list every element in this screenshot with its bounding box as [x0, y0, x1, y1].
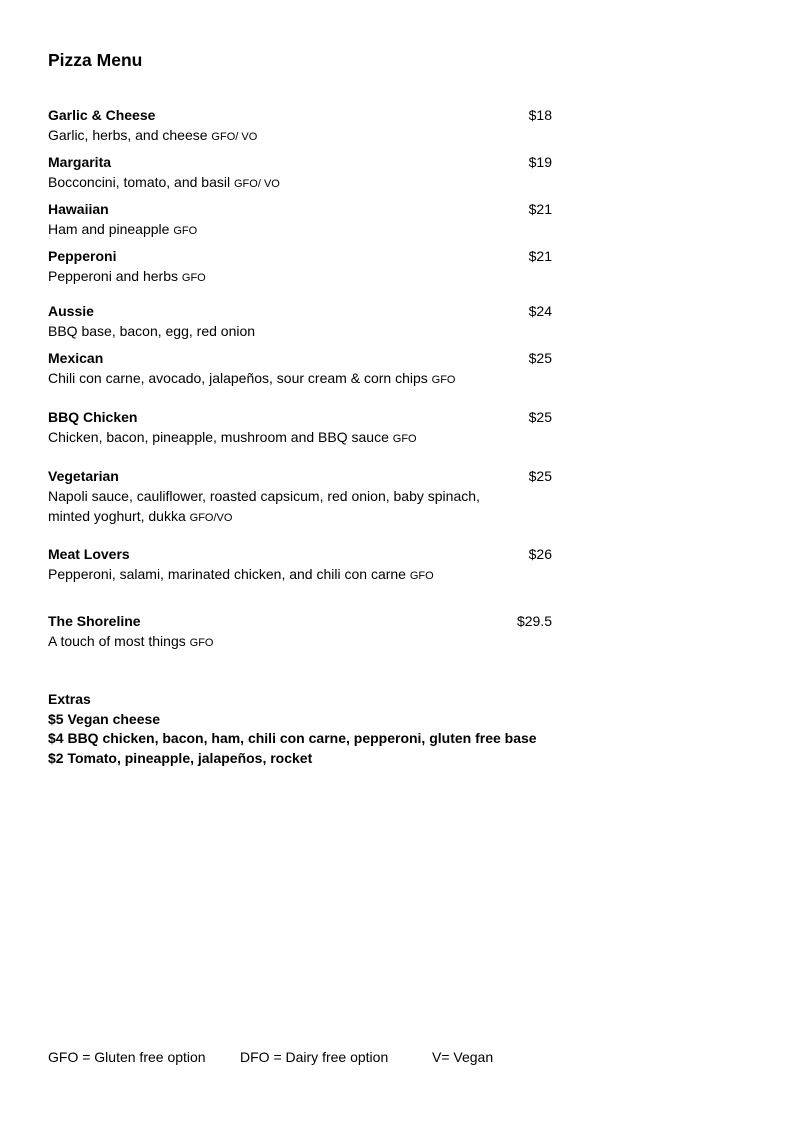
item-name: Pepperoni — [48, 248, 117, 264]
item-name: Aussie — [48, 303, 94, 319]
item-description-text: Pepperoni and herbs — [48, 268, 178, 284]
item-description — [48, 321, 518, 341]
menu-item-hawaiian — [48, 200, 558, 241]
item-price: $24 — [528, 303, 552, 319]
item-diet-tags: GFO — [409, 570, 434, 582]
item-name: Vegetarian — [48, 468, 119, 484]
extras-line: $4 BBQ chicken, bacon, ham, chili con carne, pepperoni, gluten free base — [48, 730, 537, 746]
item-description-text: Napoli sauce, cauliflower, roasted capsicum, red onion, baby spinach, minted yoghurt, dukka — [48, 488, 480, 524]
item-price: $29.5 — [516, 613, 552, 629]
item-diet-tags: GFO — [392, 433, 417, 445]
item-price: $26 — [528, 546, 552, 562]
item-description-text: Chicken, bacon, pineapple, mushroom and BBQ sauce — [48, 429, 389, 445]
item-description — [48, 564, 518, 586]
item-price: $21 — [528, 248, 552, 264]
item-description-text: Bocconcini, tomato, and basil — [48, 174, 231, 190]
item-price: $25 — [528, 350, 552, 366]
item-name: Meat Lovers — [48, 546, 130, 562]
item-name: Garlic & Cheese — [48, 107, 156, 123]
item-description-text: Chili con carne, avocado, jalapeños, sour cream & corn chips — [48, 370, 428, 386]
item-price: $21 — [528, 201, 552, 217]
item-description — [48, 125, 518, 147]
item-diet-tags: GFO/ VO — [211, 131, 258, 143]
page-title: Pizza Menu — [48, 50, 143, 70]
item-price: $19 — [528, 154, 552, 170]
menu-item-the-shoreline — [48, 612, 558, 653]
extras-line: $5 Vegan cheese — [48, 710, 161, 727]
menu-item-aussie — [48, 302, 558, 341]
item-description — [48, 486, 518, 528]
menu-item-margarita — [48, 153, 558, 194]
item-name: Mexican — [48, 350, 104, 366]
item-diet-tags: GFO — [189, 637, 214, 649]
legend-gfo: GFO = Gluten free option — [48, 1049, 206, 1065]
menu-item-meat-lovers — [48, 545, 558, 586]
extras-section — [48, 690, 537, 768]
item-name: The Shoreline — [48, 613, 141, 629]
menu-item-bbq-chicken — [48, 408, 558, 449]
item-description-text: A touch of most things — [48, 633, 186, 649]
extras-heading: Extras — [48, 691, 91, 707]
menu-item-mexican — [48, 349, 558, 390]
legend-vegan: V= Vegan — [432, 1049, 494, 1065]
item-name: Margarita — [48, 154, 112, 170]
item-diet-tags: GFO — [181, 272, 206, 284]
item-description-text: BBQ base, bacon, egg, red onion — [48, 323, 256, 339]
item-description — [48, 219, 518, 241]
item-description — [48, 631, 518, 653]
item-description-text: Pepperoni, salami, marinated chicken, and chili con carne — [48, 566, 406, 582]
item-diet-tags: GFO — [431, 374, 456, 386]
item-description-text: Ham and pineapple — [48, 221, 170, 237]
item-description — [48, 427, 518, 449]
item-description — [48, 368, 518, 390]
item-name: BBQ Chicken — [48, 409, 138, 425]
item-price: $25 — [528, 468, 552, 484]
item-name: Hawaiian — [48, 201, 109, 217]
menu-item-garlic-cheese — [48, 106, 558, 147]
extras-line: $2 Tomato, pineapple, jalapeños, rocket — [48, 749, 313, 766]
item-description-text: Garlic, herbs, and cheese — [48, 127, 208, 143]
item-description — [48, 266, 518, 288]
item-price: $18 — [528, 107, 552, 123]
item-price: $25 — [528, 409, 552, 425]
item-diet-tags: GFO/ VO — [234, 178, 280, 190]
menu-item-pepperoni — [48, 247, 558, 288]
menu-item-vegetarian — [48, 467, 558, 528]
item-description — [48, 172, 518, 194]
item-diet-tags: GFO — [173, 225, 198, 237]
item-diet-tags: GFO/VO — [189, 512, 233, 524]
legend-dfo: DFO = Dairy free option — [240, 1049, 389, 1065]
